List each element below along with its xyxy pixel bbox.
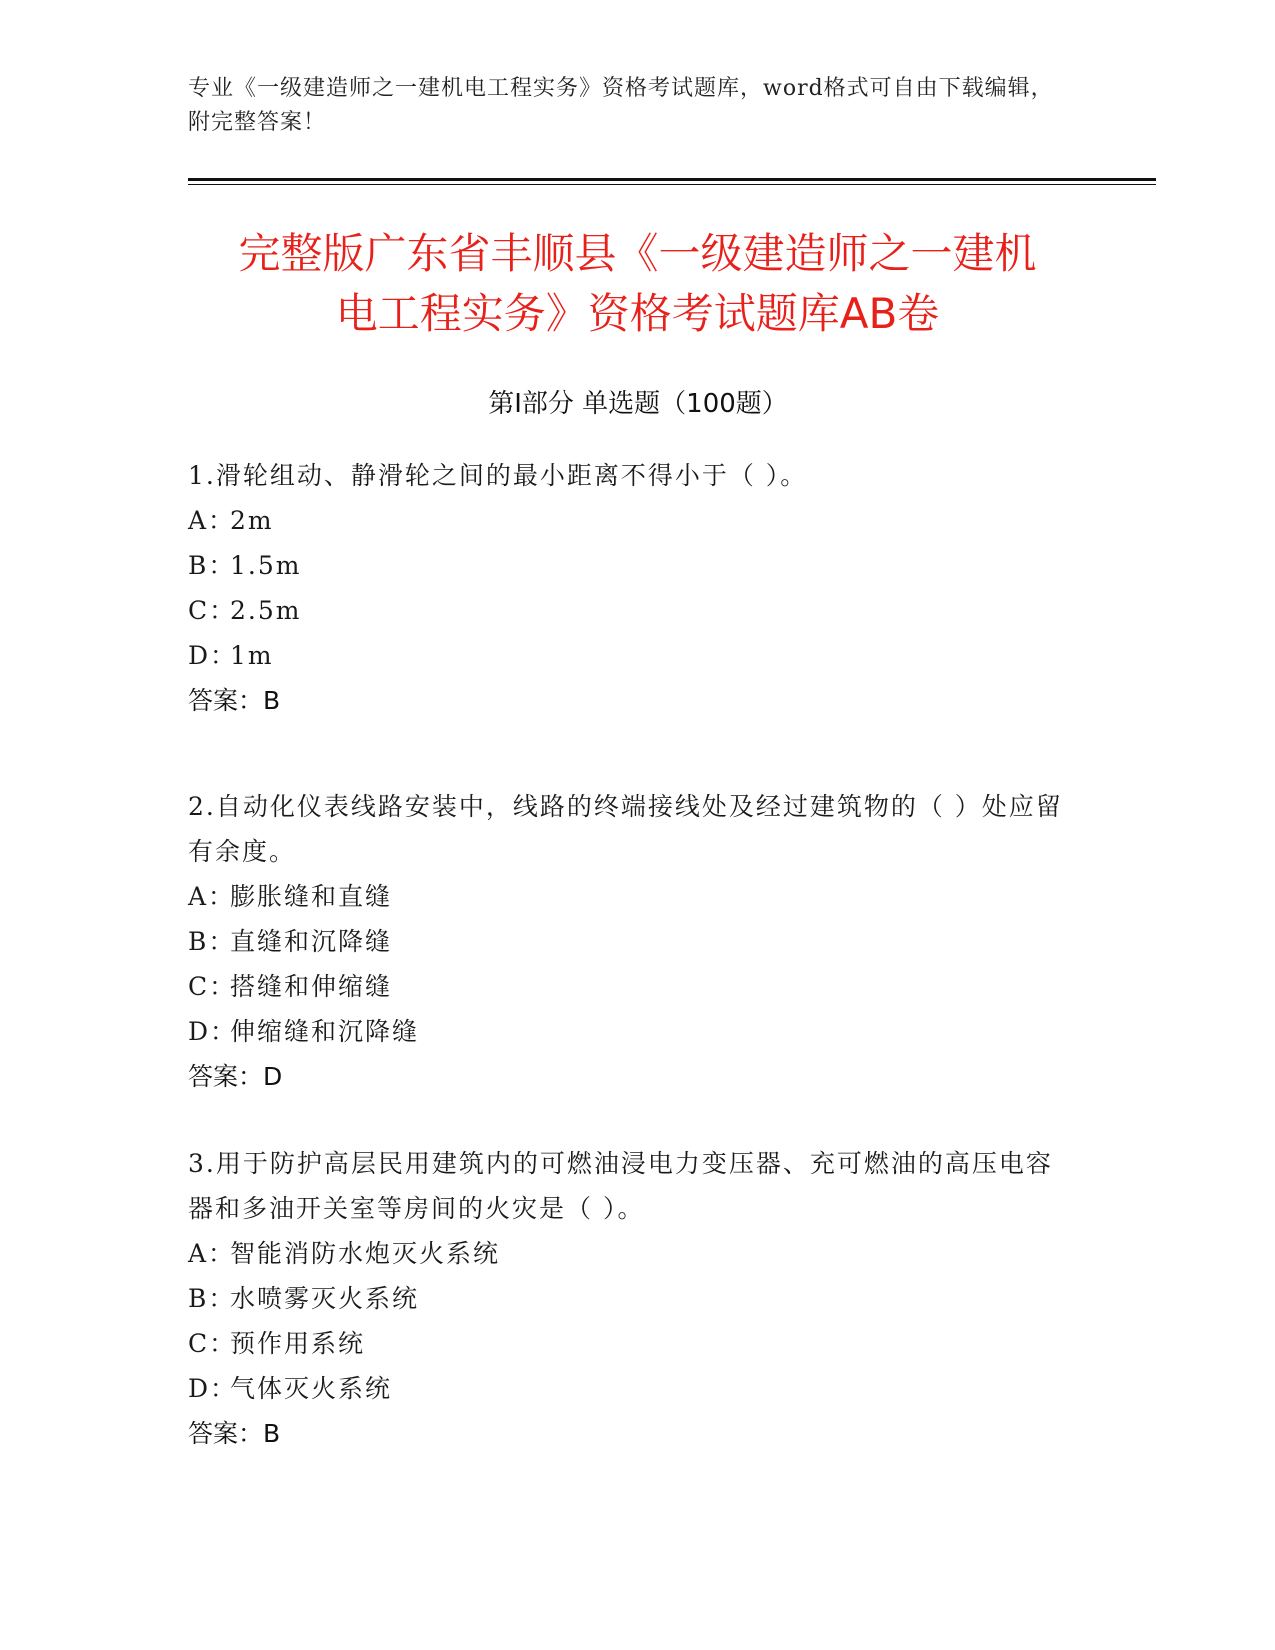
option-text: 2m [230, 506, 274, 535]
option-letter: B： [188, 1284, 236, 1313]
option-letter: D： [188, 1374, 238, 1403]
option-d [188, 1009, 1068, 1054]
option-text: 水喷雾灭火系统 [230, 1284, 420, 1313]
question-stem: 2.自动化仪表线路安装中，线路的终端接线处及经过建筑物的（ ）处应留有余度。 [188, 792, 1063, 866]
document-title-line-2: 电工程实务》资格考试题库AB卷 [335, 289, 940, 338]
option-b [188, 543, 1068, 588]
option-letter: D： [188, 1017, 238, 1046]
option-letter: A： [188, 506, 236, 535]
document-title-line-1: 完整版广东省丰顺县《一级建造师之一建机 [238, 229, 1037, 278]
question-3 [188, 1141, 1068, 1457]
option-text: 1.5m [230, 551, 302, 580]
answer: 答案：B [188, 1419, 281, 1448]
document-title [150, 224, 1125, 344]
option-text: 伸缩缝和沉降缝 [230, 1017, 420, 1046]
header-rule-thin [188, 184, 1156, 185]
answer: 答案：D [188, 1062, 283, 1091]
option-text: 1m [230, 641, 274, 670]
option-c [188, 1321, 1068, 1366]
option-text: 2.5m [230, 596, 302, 625]
question-2 [188, 784, 1068, 1100]
header-note: 专业《一级建造师之一建机电工程实务》资格考试题库，word格式可自由下载编辑，附完整答案！ [188, 76, 1054, 135]
option-a [188, 498, 1068, 543]
option-text: 气体灭火系统 [230, 1374, 393, 1403]
question-1 [188, 453, 1068, 724]
option-letter: B： [188, 927, 236, 956]
option-d [188, 1366, 1068, 1411]
option-a [188, 874, 1068, 919]
option-b [188, 919, 1068, 964]
option-letter: A： [188, 882, 236, 911]
option-d [188, 633, 1068, 678]
option-letter: C： [188, 972, 237, 1001]
option-a [188, 1231, 1068, 1276]
option-text: 预作用系统 [230, 1329, 366, 1358]
option-letter: C： [188, 596, 237, 625]
section-heading: 第Ⅰ部分 单选题（100题） [488, 389, 788, 419]
option-letter: C： [188, 1329, 237, 1358]
option-letter: A： [188, 1239, 236, 1268]
option-text: 膨胀缝和直缝 [230, 882, 393, 911]
option-text: 直缝和沉降缝 [230, 927, 393, 956]
option-b [188, 1276, 1068, 1321]
option-letter: B： [188, 551, 236, 580]
option-text: 智能消防水炮灭火系统 [230, 1239, 501, 1268]
question-stem: 1.滑轮组动、静滑轮之间的最小距离不得小于（ ）。 [188, 461, 808, 490]
header-rule-thick [188, 178, 1156, 181]
option-letter: D： [188, 641, 238, 670]
option-text: 搭缝和伸缩缝 [230, 972, 393, 1001]
option-c [188, 588, 1068, 633]
answer: 答案：B [188, 686, 281, 715]
option-c [188, 964, 1068, 1009]
question-stem: 3.用于防护高层民用建筑内的可燃油浸电力变压器、充可燃油的高压电容器和多油开关室等房间的火灾是（ ）。 [188, 1149, 1053, 1223]
